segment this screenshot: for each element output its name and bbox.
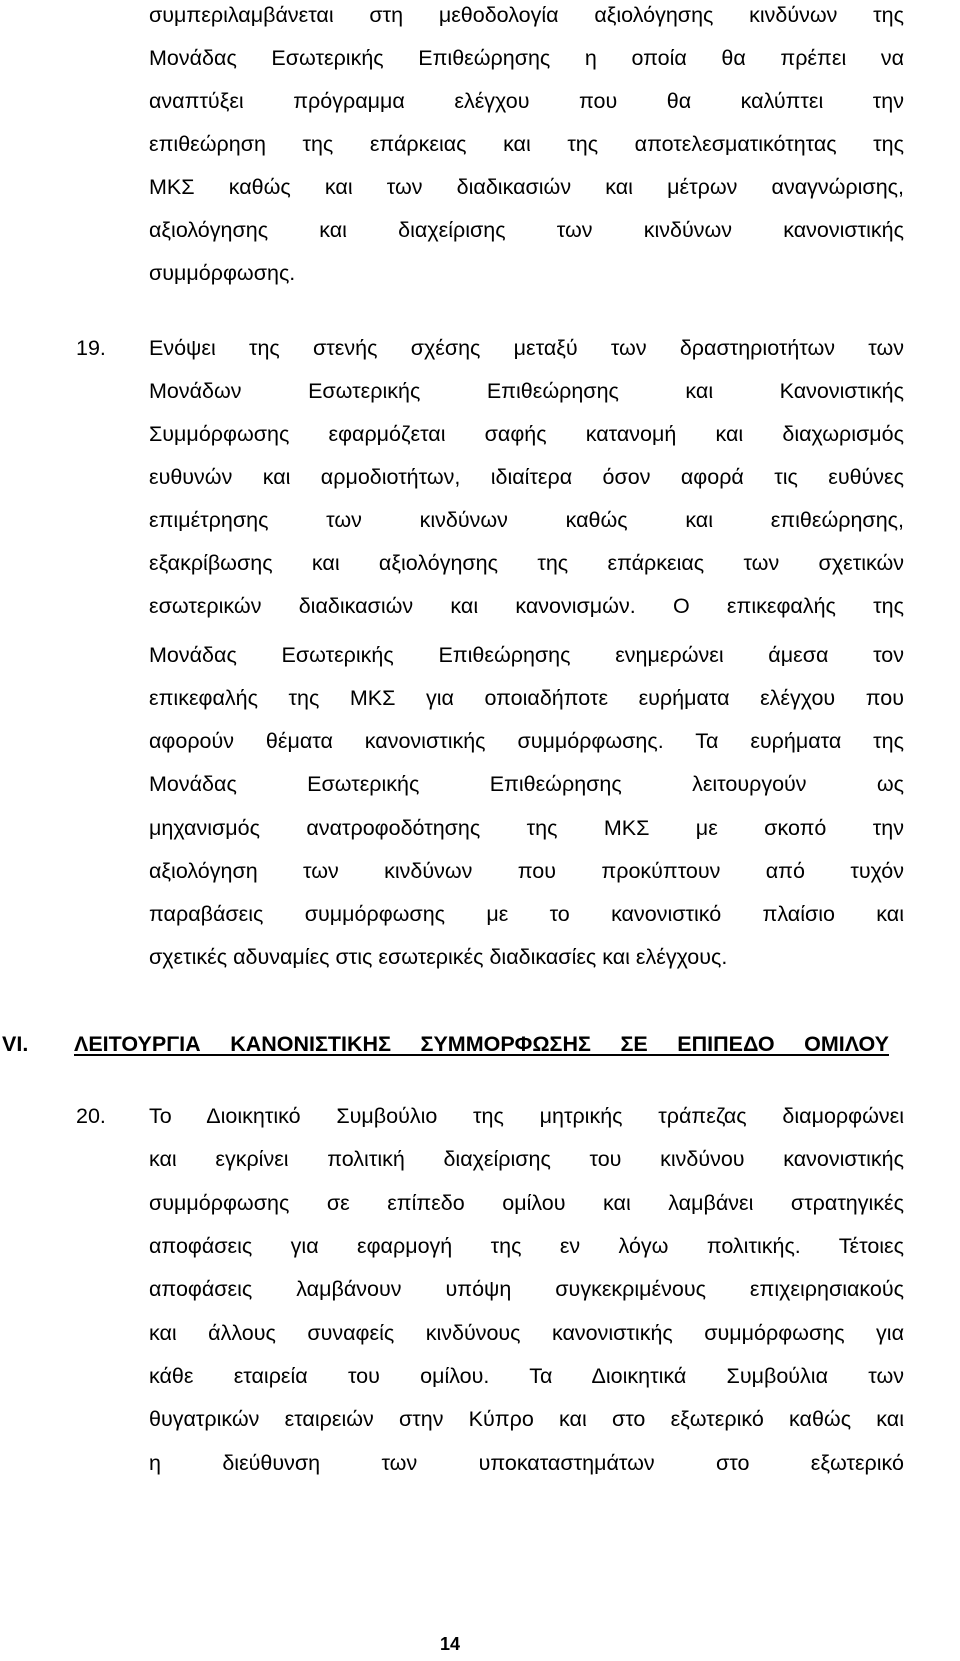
text-line: και εγκρίνει πολιτική διαχείρισης του κινδύνου κανονιστικής [149,1147,904,1171]
text-line: θυγατρικών εταιρειών στην Κύπρο και στο εξωτερικό καθώς και [149,1407,904,1431]
text-line: σχετικές αδυναμίες στις εσωτερικές διαδικασίες και ελέγχους. [149,945,728,969]
text-line: Συμμόρφωσης εφαρμόζεται σαφής κατανομή και διαχωρισμός [149,422,904,446]
paragraph-number: 19. [76,336,106,360]
text-line: συμμόρφωσης. [149,261,296,285]
text-line: ΜΚΣ καθώς και των διαδικασιών και μέτρων αναγνώρισης, [149,175,904,199]
text-line: συμμόρφωσης σε επίπεδο ομίλου και λαμβάνει στρατηγικές [149,1191,904,1215]
text-line: αξιολόγηση των κινδύνων που προκύπτουν από τυχόν [149,859,904,883]
section-number: VI. [2,1032,29,1056]
text-line: αποφάσεις λαμβάνουν υπόψη συγκεκριμένους επιχειρησιακούς [149,1277,904,1301]
text-line: ευθυνών και αρμοδιοτήτων, ιδιαίτερα όσον αφορά τις ευθύνες [149,465,904,489]
section-heading: ΛΕΙΤΟΥΡΓΙΑ ΚΑΝΟΝΙΣΤΙΚΗΣ ΣΥΜΜΟΡΦΩΣΗΣ ΣΕ ΕΠΙΠΕΔΟ ΟΜΙΛΟΥ [74,1032,889,1056]
text-line: κάθε εταιρεία του ομίλου. Τα Διοικητικά Συμβούλια των [149,1364,904,1388]
text-line: αφορούν θέματα κανονιστικής συμμόρφωσης. Τα ευρήματα της [149,729,904,753]
text-line: παραβάσεις συμμόρφωσης με το κανονιστικό πλαίσιο και [149,902,904,926]
text-line: Ενόψει της στενής σχέσης μεταξύ των δραστηριοτήτων των [149,336,904,360]
page-number: 14 [440,1634,461,1654]
text-line: Το Διοικητικό Συμβούλιο της μητρικής τράπεζας διαμορφώνει [149,1104,904,1128]
text-line: Μονάδων Εσωτερικής Επιθεώρησης και Κανονιστικής [149,379,904,403]
text-line: Μονάδας Εσωτερικής Επιθεώρησης ενημερώνει άμεσα τον [149,643,904,667]
text-line: και άλλους συναφείς κινδύνους κανονιστικής συμμόρφωσης για [149,1321,904,1345]
text-line: επιμέτρησης των κινδύνων καθώς και επιθεώρησης, [149,508,904,532]
text-line: εξακρίβωσης και αξιολόγησης της επάρκειας των σχετικών [149,551,904,575]
text-line: συμπεριλαμβάνεται στη μεθοδολογία αξιολόγησης κινδύνων της [149,3,904,27]
text-line: επικεφαλής της ΜΚΣ για οποιαδήποτε ευρήματα ελέγχου που [149,686,904,710]
text-line: Μονάδας Εσωτερικής Επιθεώρησης η οποία θα πρέπει να [149,46,904,70]
text-line: αναπτύξει πρόγραμμα ελέγχου που θα καλύπτει την [149,89,904,113]
text-line: αποφάσεις για εφαρμογή της εν λόγω πολιτικής. Τέτοιες [149,1234,904,1258]
text-line: αξιολόγησης και διαχείρισης των κινδύνων κανονιστικής [149,218,904,242]
text-line: Μονάδας Εσωτερικής Επιθεώρησης λειτουργούν ως [149,772,904,796]
text-line: επιθεώρηση της επάρκειας και της αποτελεσματικότητας της [149,132,904,156]
paragraph-number: 20. [76,1104,106,1128]
text-line: εσωτερικών διαδικασιών και κανονισμών. Ο επικεφαλής της [149,594,904,618]
text-line: μηχανισμός ανατροφοδότησης της ΜΚΣ με σκοπό την [149,816,904,840]
text-line: η διεύθυνση των υποκαταστημάτων στο εξωτερικό [149,1451,904,1475]
